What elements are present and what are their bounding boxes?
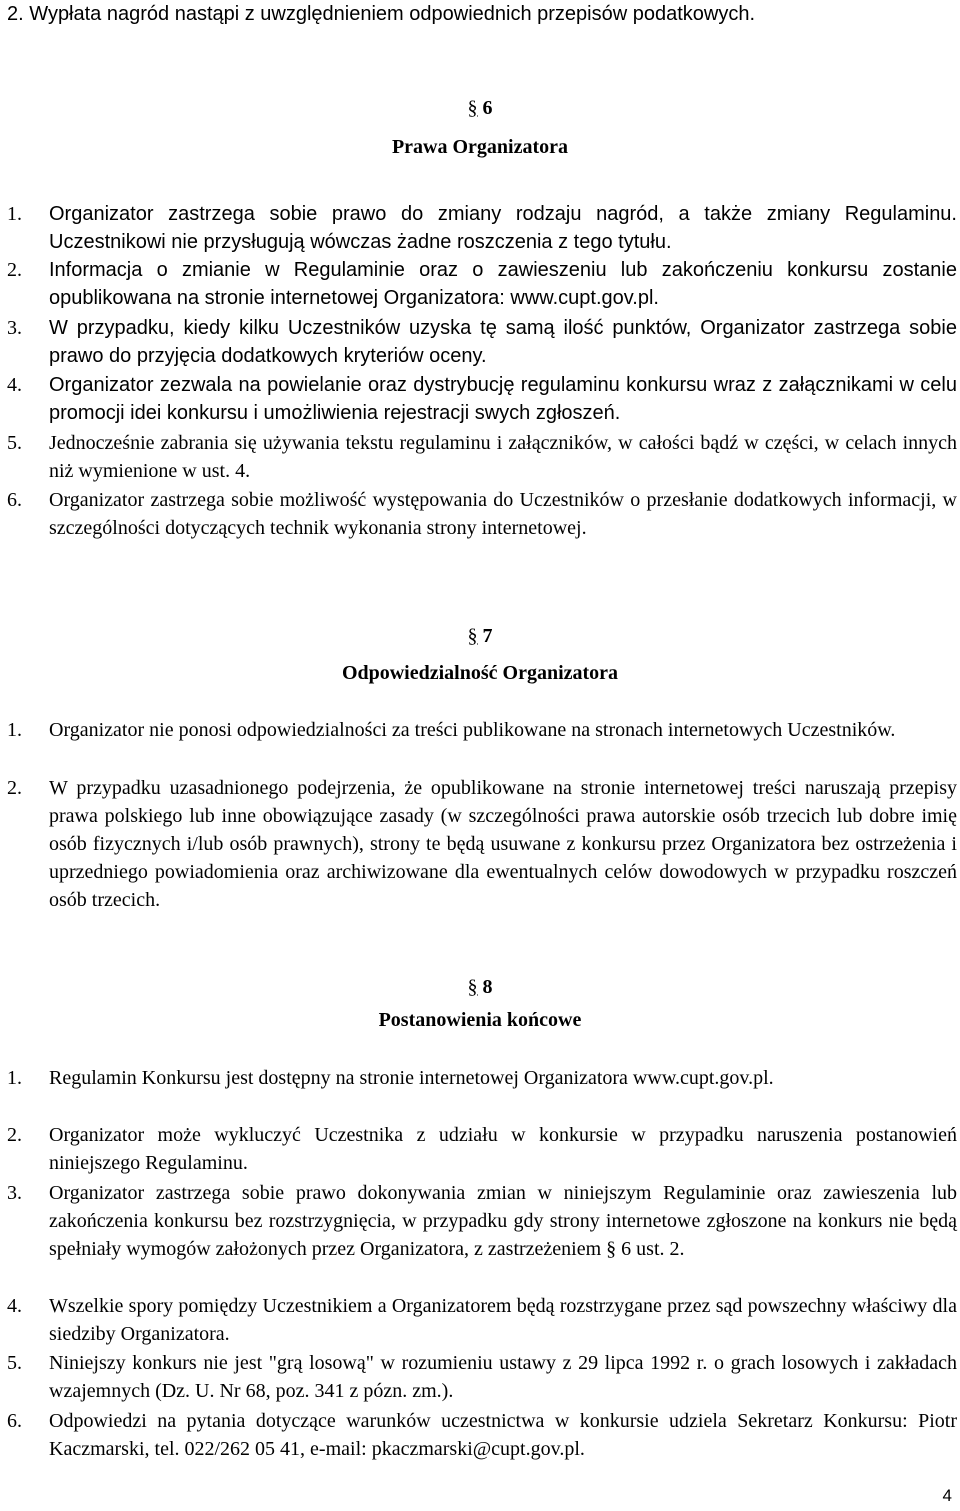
list-item: 1. Organizator nie ponosi odpowiedzialności za treści publikowane na stronach internetowych Uczestników. bbox=[7, 719, 896, 741]
section-sign: § bbox=[467, 976, 478, 998]
list-item: 2. Organizator może wykluczyć Uczestnika z udziału w konkursie w przypadku naruszenia postanowień niniejszego Regulaminu. bbox=[7, 1124, 957, 1174]
section-7-mark bbox=[0, 622, 960, 650]
section-6-mark bbox=[0, 94, 960, 122]
section-number: 6 bbox=[482, 97, 493, 119]
list-item: 4. Wszelkie spory pomiędzy Uczestnikiem a Organizatorem będą rozstrzygane przez sąd powszechny właściwy dla siedziby Organizatora. bbox=[7, 1295, 957, 1345]
list-item: 3. Organizator zastrzega sobie prawo dokonywania zmian w niniejszym Regulaminie oraz zawieszenia lub zakończenia konkursu bez rozstrzygnięcia, w przypadku gdy strony internetowe zgłoszone na konkurs nie będą spełniały wymogów założonych przez Organizatora, z zastrzeżeniem § 6 ust. 2. bbox=[7, 1182, 957, 1260]
section-number: 8 bbox=[482, 976, 493, 998]
section-8-title: Postanowienia końcowe bbox=[378, 1009, 582, 1031]
page-number: 4 bbox=[942, 1486, 952, 1505]
list-item: 1. Organizator zastrzega sobie prawo do zmiany rodzaju nagród, a także zmiany Regulaminu. Uczestnikowi nie przysługują wówczas żadne roszczenia z tego tytułu. bbox=[7, 203, 957, 253]
list-item: 5. Jednocześnie zabrania się używania tekstu regulaminu i załączników, w całości bądź w części, w celach innych niż wymienione w ust. 4. bbox=[7, 432, 957, 482]
list-item: 3. W przypadku, kiedy kilku Uczestników uzyska tę samą ilość punktów, Organizator zastrzega sobie prawo do przyjęcia dodatkowych kryteriów oceny. bbox=[7, 317, 957, 367]
section-number: 7 bbox=[482, 625, 493, 647]
list-item: 2. W przypadku uzasadnionego podejrzenia, że opublikowane na stronie internetowej treści naruszają przepisy prawa polskiego lub inne obowiązujące zasady (w szczególności prawa autorskie osób trzecich lub dobre imię osób fizycznych i/lub osób prawnych), strony te będą usuwane z konkursu przez Organizatora bez ostrzeżenia i uprzedniego powiadomienia oraz archiwizowane dla ewentualnych celów dowodowych w przypadku roszczeń osób trzecich. bbox=[7, 777, 957, 911]
list-item: 6. Odpowiedzi na pytania dotyczące warunków uczestnictwa w konkursie udziela Sekretarz Konkursu: Piotr Kaczmarski, tel. 022/262 05 41, e-mail: pkaczmarski@cupt.gov.pl. bbox=[7, 1410, 957, 1460]
top-line: 2. Wypłata nagród nastąpi z uwzględnieniem odpowiednich przepisów podatkowych. bbox=[7, 3, 756, 25]
list-item: 4. Organizator zezwala na powielanie oraz dystrybucję regulaminu konkursu wraz z załącznikami w celu promocji idei konkursu i umożliwienia rejestracji swych zgłoszeń. bbox=[7, 374, 957, 424]
list-item: 6. Organizator zastrzega sobie możliwość występowania do Uczestników o przesłanie dodatkowych informacji, w szczególności dotyczących technik wykonania strony internetowej. bbox=[7, 489, 957, 539]
list-item: 5. Niniejszy konkurs nie jest "grą losową" w rozumieniu ustawy z 29 lipca 1992 r. o grach losowych i zakładach wzajemnych (Dz. U. Nr 68, poz. 341 z pózn. zm.). bbox=[7, 1352, 957, 1402]
section-sign: § bbox=[467, 625, 478, 647]
section-7-title: Odpowiedzialność Organizatora bbox=[341, 662, 619, 684]
section-6-title: Prawa Organizatora bbox=[391, 136, 569, 158]
section-sign: § bbox=[467, 97, 478, 119]
list-item: 1. Regulamin Konkursu jest dostępny na stronie internetowej Organizatora www.cupt.gov.pl. bbox=[7, 1067, 774, 1089]
section-8-mark bbox=[0, 973, 960, 1001]
list-item: 2. Informacja o zmianie w Regulaminie oraz o zawieszeniu lub zakończeniu konkursu zostanie opublikowana na stronie internetowej Organizatora: www.cupt.gov.pl. bbox=[7, 259, 957, 309]
